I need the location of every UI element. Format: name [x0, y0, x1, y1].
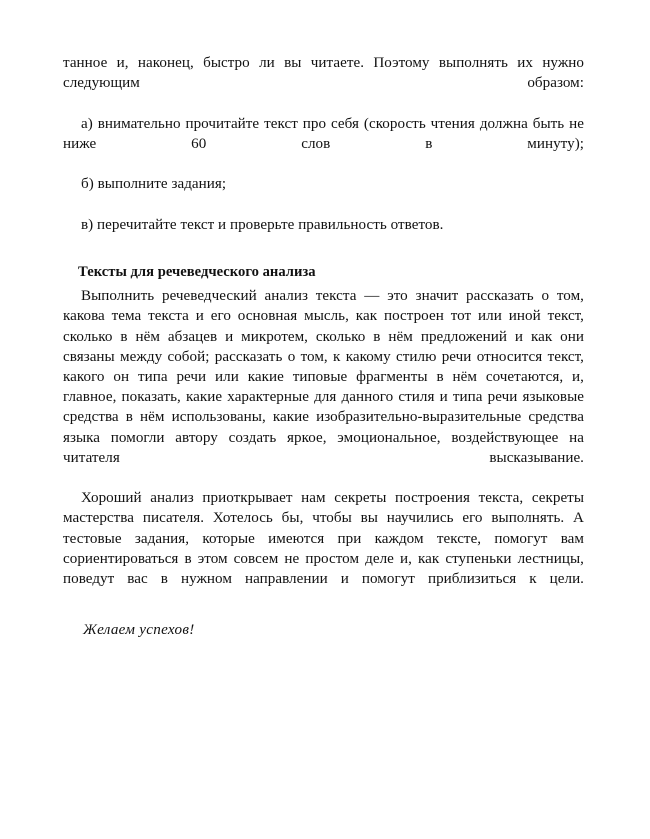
paragraph-good-analysis: Хороший анализ приоткрывает нам секреты построения текста, секреты мастерства писателя. Хотелось бы, чтобы вы научились его выполнять. А тестовые задания, которые имеются при каждом тексте, помогут вам сориентироваться в этом совсем не простом деле и, как ступеньки лестницы, поведут вас в нужном направлении и помогут приблизиться к цели. — [63, 490, 584, 588]
list-item-b: б) выполните задания; — [81, 176, 227, 193]
paragraph-analysis: Выполнить речеведческий анализ текста — это значит рассказать о том, какова тема текста и его основная мысль, как построен тот или иной текст, сколько в нём абзацев и микротем, сколько в нём предложений и как они связаны между собой; рассказать о том, к какому стилю речи относится текст, какого он типа речи или какие типовые фрагменты в нём сочетаются, и, главное, показать, какие характерные для данного стиля и типа речи языковые средства в нём использованы, какие изобразительно-выразительные средства языка помогли автору создать яркое, эмоциональное, воздействующее на читателя высказывание. — [63, 288, 584, 466]
closing-line: Желаем успехов! — [83, 622, 195, 639]
list-item-a: а) внимательно прочитайте текст про себя (скорость чтения должна быть не ниже 60 слов в минуту); — [63, 115, 584, 152]
paragraph-intro: танное и, наконец, быстро ли вы читаете. Поэтому выполнять их нужно следующим образом: — [63, 55, 584, 92]
section-heading: Тексты для речеведческого анализа — [78, 264, 316, 281]
text-column — [63, 53, 584, 641]
list-item-v: в) перечитайте текст и проверьте правильность ответов. — [81, 216, 444, 233]
